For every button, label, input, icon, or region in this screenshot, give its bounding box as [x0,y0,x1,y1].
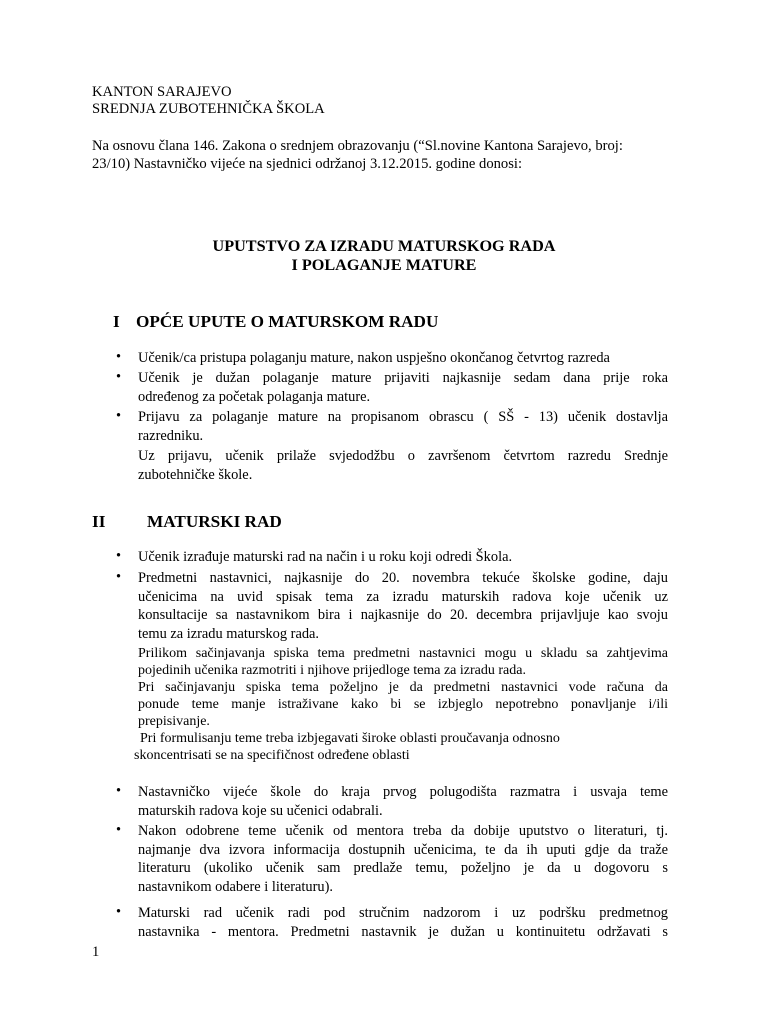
list-item [138,569,668,643]
list-item [138,783,668,820]
bullet: • [116,369,122,385]
list-item [138,408,668,445]
note-line: Pri sačinjavanju spiska tema poželjno je da predmetni nastavnici vode računa da [138,680,668,695]
list-item [138,548,668,567]
intro-line: Na osnovu člana 146. Zakona o srednjem obrazovanju (“Sl.novine Kantona Sarajevo, broj: [92,138,623,154]
bullet: • [116,548,122,564]
list-item-line: Učenik/ca pristupa polaganju mature, nakon uspješno okončanog četvrtog razreda [138,350,610,366]
bullet: • [116,822,122,838]
note-line: zubotehničke škole. [138,466,253,483]
list-item-line: literaturu (ukoliko učenik sam predlaže temu, poželjno je da u dogovoru s [138,860,668,876]
bullet: • [116,408,122,424]
header-canton: KANTON SARAJEVO [92,84,232,100]
list-item-line: određenog za početak polaganja mature. [138,388,371,405]
list-item-line: razredniku. [138,427,204,444]
bullet: • [116,349,122,365]
list-item-line: konsultacije sa nastavnikom bira i najkasnije do 20. decembra prijavljuje kao svoju [138,607,668,623]
section-numeral: II [92,512,106,531]
list-item [138,904,668,941]
list-item-line: Nakon odobrene teme učenik od mentora treba da dobije uputstvo o literaturi, tj. [138,823,668,839]
section-heading: MATURSKI RAD [147,512,282,531]
list-item-line: nastavnikom odabere i literaturu). [138,878,334,895]
note-line: Pri formulisanju teme treba izbjegavati široke oblasti proučavanja odnosno [140,731,560,746]
note-paragraph [138,447,668,484]
note-line: ponude teme manje istraživane kako bi se izbjeglo nepotrebno ponavljanje i/ili [138,697,668,712]
list-item [138,822,668,896]
section-heading: OPĆE UPUTE O MATURSKOM RADU [136,312,439,331]
note-line: prepisivanje. [138,714,210,729]
intro-paragraph [92,137,658,173]
note-line: Prilikom sačinjavanja spiska tema predmetni nastavnici mogu u skladu sa zahtjevima [138,646,668,661]
section-numeral: I [113,312,120,331]
list-item-line: Nastavničko vijeće škole do kraja prvog polugodišta razmatra i usvaja teme [138,784,668,800]
document-title-line2: I POLAGANJE MATURE [291,256,477,274]
list-item-line: maturskih radova koje su učenici odabrali. [138,802,383,819]
list-item-line: Predmetni nastavnici, najkasnije do 20. novembra tekuće školske godine, daju [138,570,668,586]
bullet: • [116,783,122,799]
note-line: Uz prijavu, učenik prilaže svjedodžbu o završenom četvrtom razredu Srednje [138,448,668,464]
list-item [138,369,668,406]
list-item-line: nastavnika - mentora. Predmetni nastavnik je dužan u kontinuitetu održavati s [138,923,668,940]
list-item-line: Prijavu za polaganje mature na propisanom obrascu ( SŠ - 13) učenik dostavlja [138,409,668,425]
note-line: pojedinih učenika razmotriti i njihove prijedloge tema za izradu rada. [138,663,526,678]
list-item-line: Učenik izrađuje maturski rad na način i u roku koji odredi Škola. [138,549,513,565]
list-item-line: učenicima na uvid spisak tema za izradu maturskih radova koje učenik uz [138,588,668,605]
bullet: • [116,569,122,585]
document-title: UPUTSTVO ZA IZRADU MATURSKOG RADA [212,237,556,255]
list-item-line: Učenik je dužan polaganje mature prijaviti najkasnije sedam dana prije roka [138,370,668,386]
note-line: skoncentrisati se na specifičnost određene oblasti [134,748,410,763]
intro-line: 23/10) Nastavničko vijeće na sjednici održanoj 3.12.2015. godine donosi: [92,156,523,172]
list-item-line: najmanje dva izvora informacija dostupnih učenicima, te da ih uputi gdje da traže [138,841,668,858]
list-item-line: Maturski rad učenik radi pod stručnim nadzorom i uz podršku predmetnog [138,905,668,921]
header-school: SREDNJA ZUBOTEHNIČKA ŠKOLA [92,101,325,117]
list-item-line: temu za izradu maturskog rada. [138,625,320,642]
list-item [138,349,668,368]
bullet: • [116,904,122,920]
page-number: 1 [92,944,100,960]
note-paragraph [134,645,668,764]
